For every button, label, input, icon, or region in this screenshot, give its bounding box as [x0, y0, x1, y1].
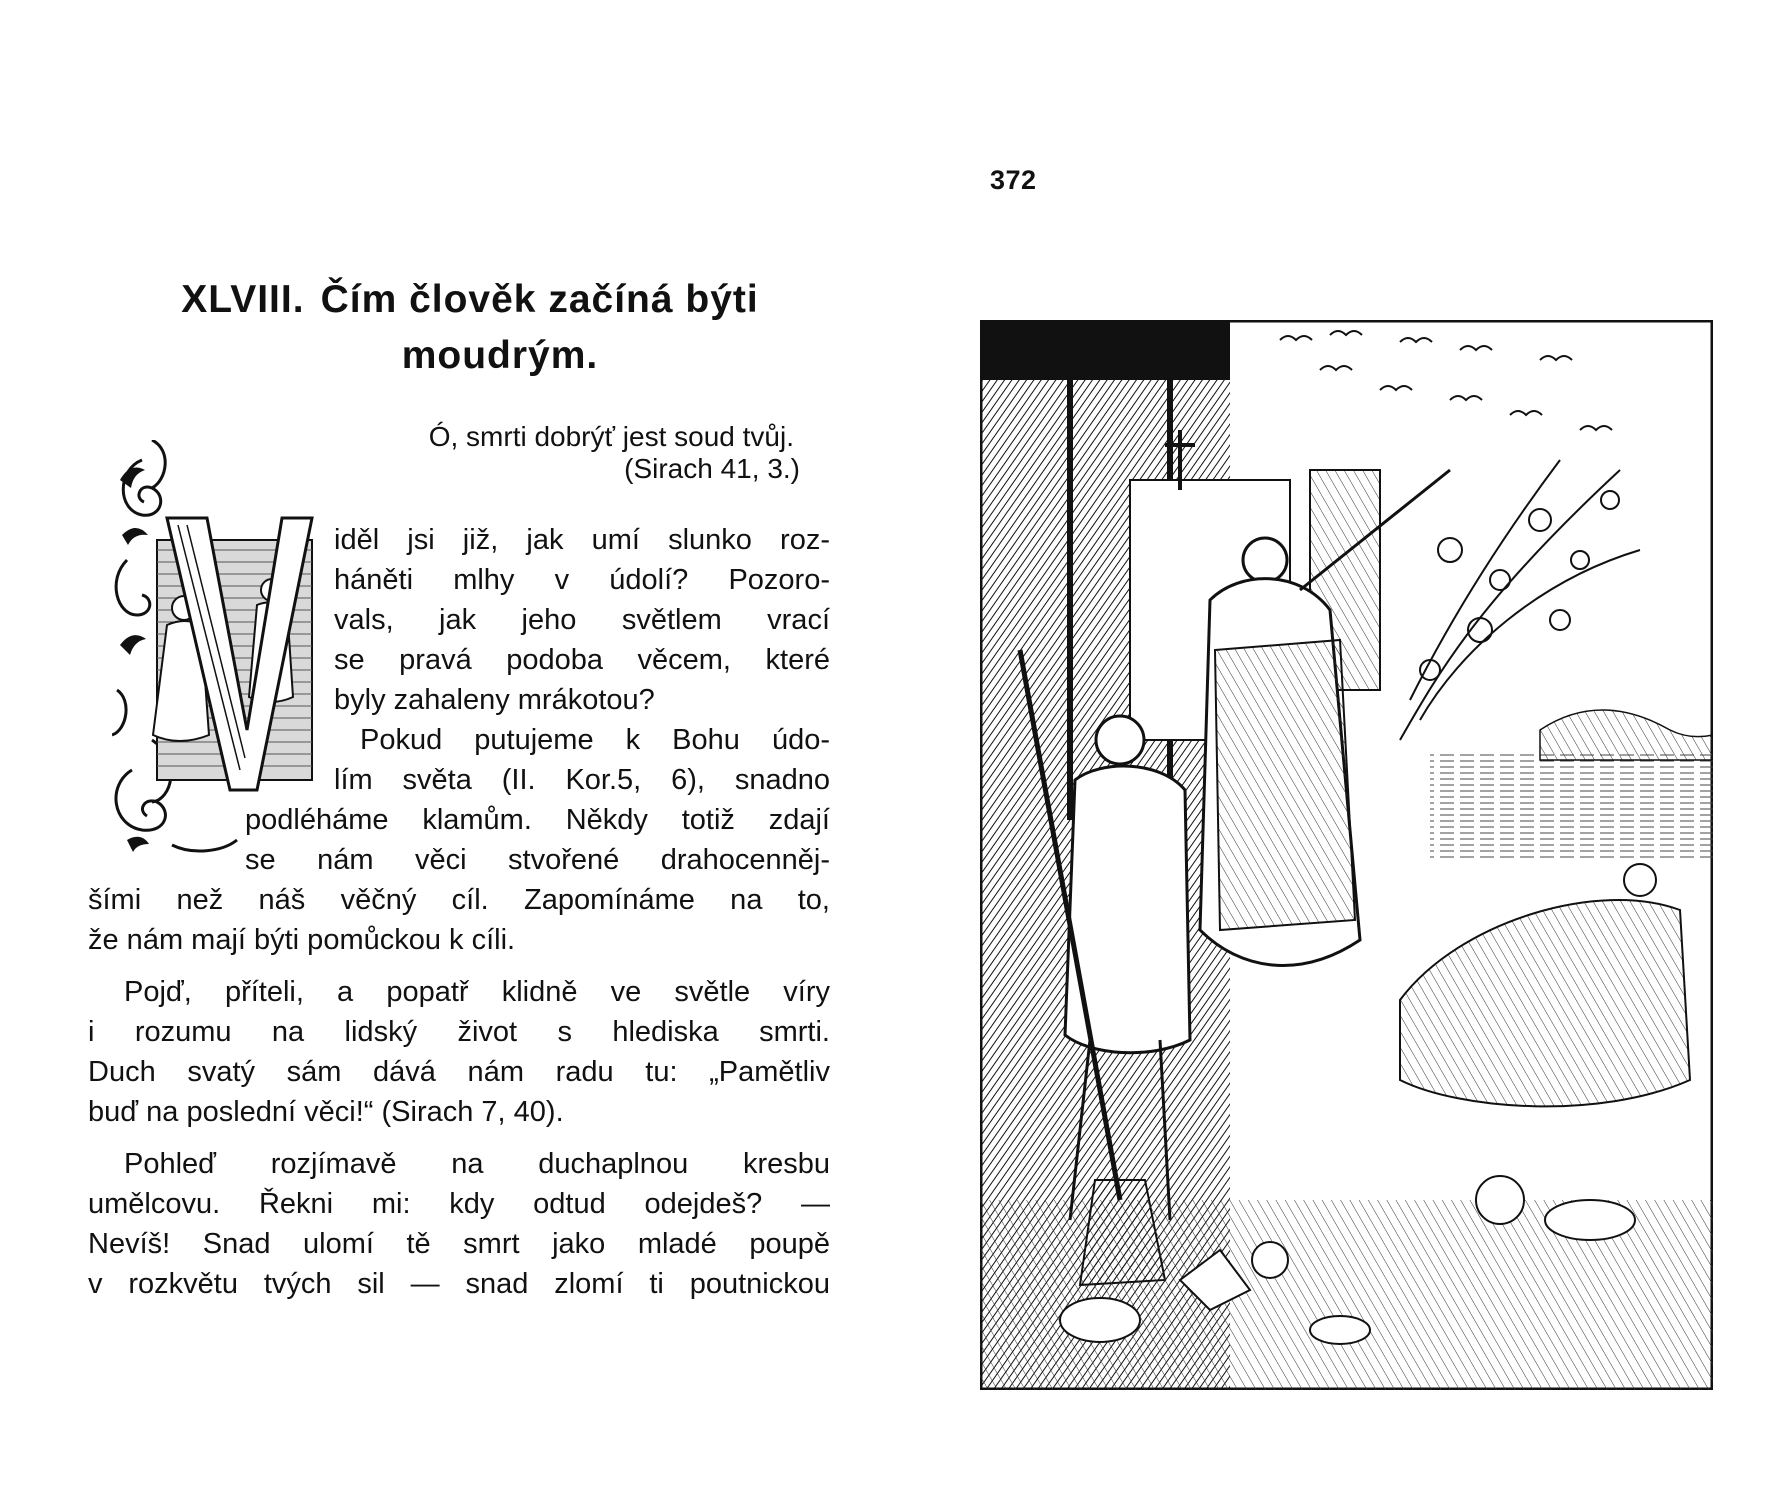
chapter-number: XLVIII.: [181, 278, 305, 321]
text-line: šími než náš věčný cíl. Zapomínáme na to,: [88, 884, 830, 916]
text-line: se nám věci stvořené drahocenněj-: [245, 844, 830, 876]
text-line: buď na poslední věci!“ (Sirach 7, 40).: [88, 1096, 564, 1128]
chapter-title: [100, 272, 840, 384]
epigraph-source: (Sirach 41, 3.): [624, 453, 800, 484]
chapter-title-line-2: moudrým.: [401, 334, 599, 377]
chapter-title-text: Čím člověk začíná býti: [320, 278, 759, 321]
text-line: lím světa (II. Kor.5, 6), snadno: [334, 764, 830, 796]
text-line: byly zahaleny mrákotou?: [334, 684, 655, 716]
text-line: Pohleď rozjímavě na duchaplnou kresbu: [124, 1148, 830, 1180]
epigraph: [330, 421, 800, 485]
text-line: Nevíš! Snad ulomí tě smrt jako mladé poupě: [88, 1228, 830, 1260]
text-line: Duch svatý sám dává nám radu tu: „Pamětliv: [88, 1056, 830, 1088]
text-line: se pravá podoba věcem, které: [334, 644, 830, 676]
text-line: podléháme klamům. Někdy totiž zdají: [245, 804, 830, 836]
text-line: háněti mlhy v údolí? Pozoro-: [334, 564, 830, 596]
chapter-title-line-1: [100, 272, 840, 328]
text-line: umělcovu. Řekni mi: kdy odtud odejdeš? —: [88, 1188, 830, 1220]
text-line: Pojď, příteli, a popatř klidně ve světle víry: [124, 976, 830, 1008]
text-line: v rozkvětu tvých sil — snad zlomí ti poutnickou: [88, 1268, 830, 1300]
text-line: iděl jsi již, jak umí slunko roz-: [334, 524, 830, 556]
text-line: i rozumu na lidský život s hlediska smrti.: [88, 1016, 830, 1048]
text-line: že nám mají býti pomůckou k cíli.: [88, 924, 516, 956]
ornamental-initial-v-icon: [112, 440, 317, 860]
epigraph-quote: Ó, smrti dobrýť jest soud tvůj.: [428, 421, 794, 452]
text-line: Pokud putujeme k Bohu údo-: [360, 724, 830, 756]
page-number: 372: [990, 165, 1037, 195]
death-sweeping-engraving-icon: [980, 320, 1713, 1390]
initial-letter: V: [112, 440, 113, 441]
text-line: vals, jak jeho světlem vrací: [334, 604, 830, 636]
